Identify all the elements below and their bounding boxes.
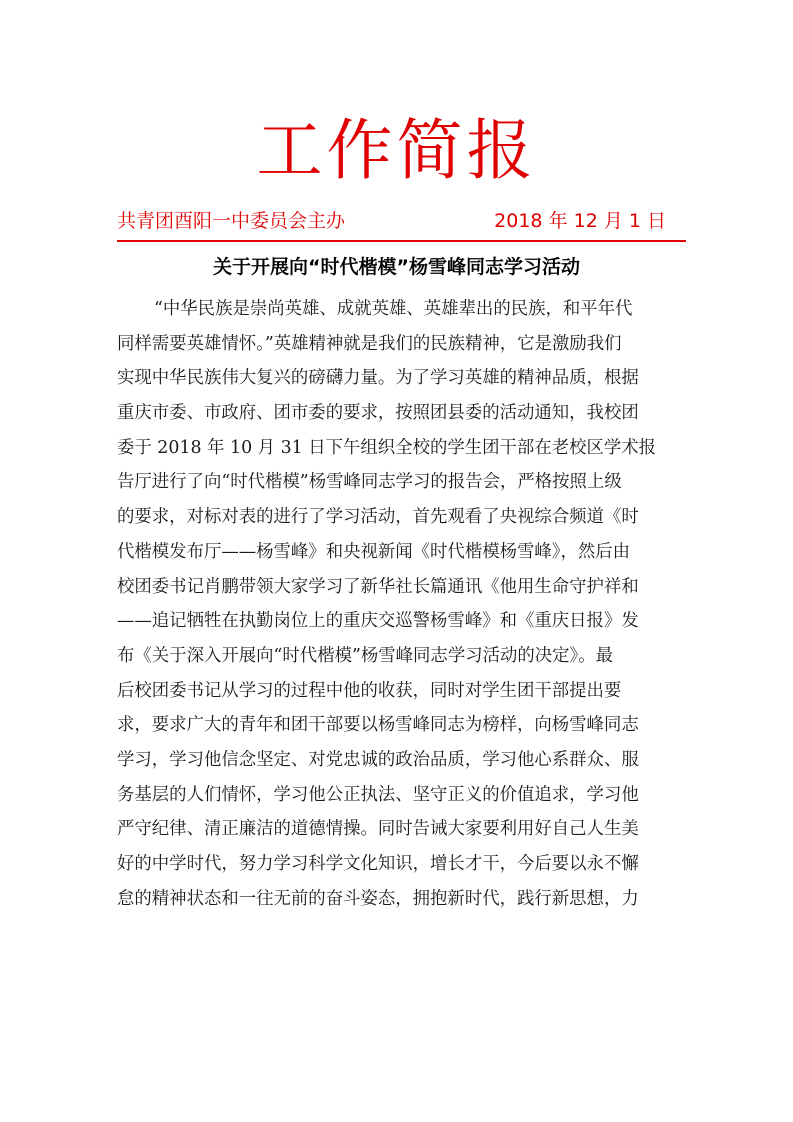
body-line: 好的中学时代，努力学习科学文化知识，增长才干，今后要以永不懈 [117, 854, 639, 874]
body-line: 怠的精神状态和一往无前的奋斗姿态，拥抱新时代，践行新思想，力 [117, 888, 639, 909]
body-line: 重庆市委、市政府、团市委的要求，按照团县委的活动通知，我校团 [117, 403, 639, 424]
article-body [117, 292, 677, 916]
body-line: 严守纪律、清正廉洁的道德情操。同时告诫大家要利用好自己人生美 [117, 819, 639, 840]
body-line: 后校团委书记从学习的过程中他的收获，同时对学生团干部提出要 [117, 680, 622, 701]
body-line: 校团委书记肖鹏带领大家学习了新华社长篇通讯《他用生命守护祥和 [117, 576, 639, 597]
body-line: 告厅进行了向“时代楷模”杨雪峰同志学习的报告会，严格按照上级 [117, 472, 622, 493]
issue-date: 2018 年 12 月 1 日 [494, 210, 666, 232]
body-line: 求，要求广大的青年和团干部要以杨雪峰同志为榜样，向杨雪峰同志 [117, 715, 639, 736]
article-headline: 关于开展向“时代楷模”杨雪峰同志学习活动 [213, 256, 580, 278]
body-line: 同样需要英雄情怀。”英雄精神就是我们的民族精神，它是激励我们 [117, 333, 622, 354]
masthead-divider [117, 240, 686, 242]
body-line: 务基层的人们情怀，学习他公正执法、坚守正义的价值追求，学习他 [117, 784, 639, 805]
body-line: 的要求，对标对表的进行了学习活动，首先观看了央视综合频道《时 [117, 507, 639, 528]
body-line: 实现中华民族伟大复兴的磅礴力量。为了学习英雄的精神品质，根据 [117, 368, 639, 389]
body-line: ——追记牺牲在执勤岗位上的重庆交巡警杨雪峰》和《重庆日报》发 [117, 611, 639, 632]
body-line: 代楷模发布厅——杨雪峰》和央视新闻《时代楷模杨雪峰》，然后由 [117, 541, 631, 562]
body-line: 布《关于深入开展向“时代楷模”杨雪峰同志学习活动的决定》。最 [117, 645, 614, 666]
bulletin-title: 工作简报 [256, 112, 537, 189]
body-line: 委于 2018 年 10 月 31 日下午组织全校的学生团干部在老校区学术报 [117, 437, 657, 458]
body-line: “中华民族是崇尚英雄、成就英雄、英雄辈出的民族，和平年代 [154, 299, 633, 319]
body-line: 学习，学习他信念坚定、对党忠诚的政治品质，学习他心系群众、服 [117, 749, 639, 770]
issuer-line: 共青团酉阳一中委员会主办 [117, 210, 346, 232]
